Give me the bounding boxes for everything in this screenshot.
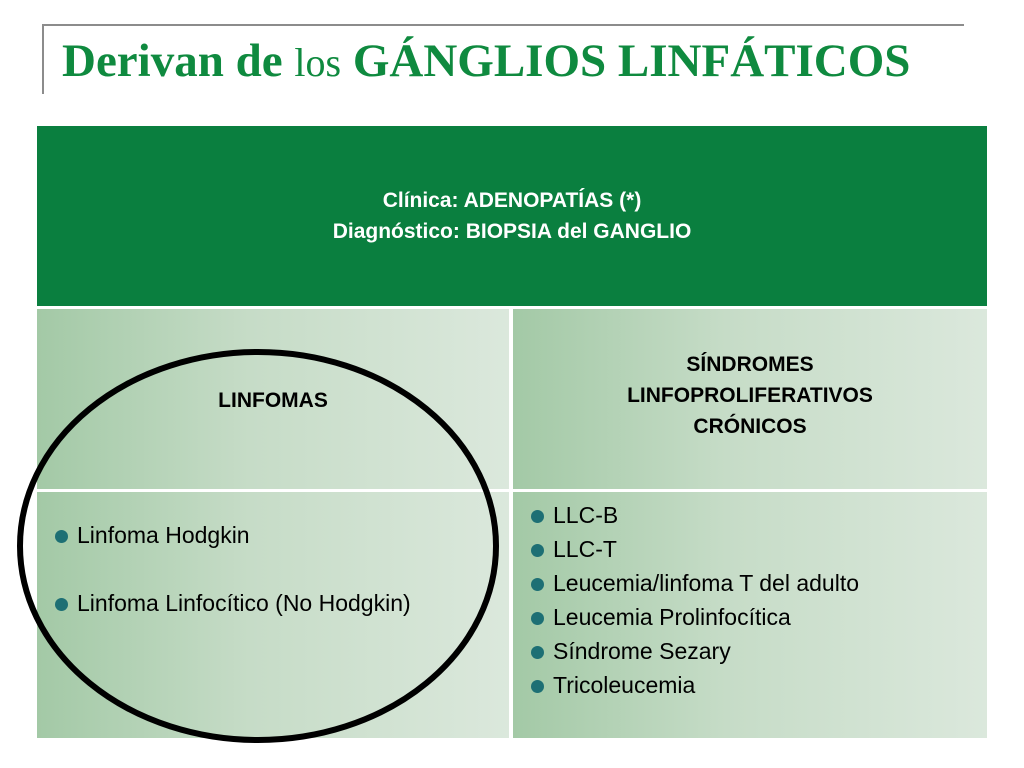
- title-frame-top-line: [42, 24, 964, 26]
- list-item-label: Linfoma Linfocítico (No Hodgkin): [77, 590, 411, 616]
- sindromes-heading: [513, 349, 987, 442]
- list-item-label: Tricoleucemia: [553, 672, 696, 698]
- linfomas-heading: LINFOMAS: [218, 389, 328, 412]
- sindromes-heading-line-1: SÍNDROMES: [686, 353, 814, 376]
- list-item-label: Síndrome Sezary: [553, 638, 731, 664]
- list-item-label: LLC-T: [553, 536, 617, 562]
- linfomas-list: [53, 518, 411, 620]
- sindromes-heading-cell: [513, 309, 987, 489]
- list-item-label: LLC-B: [553, 502, 619, 528]
- sindromes-list-cell: [513, 492, 987, 738]
- sindromes-list: [529, 498, 859, 702]
- bullet-dot-icon: [531, 510, 544, 523]
- bullet-dot-icon: [531, 578, 544, 591]
- slide-title-part-2: los: [294, 40, 342, 85]
- slide-title-part-1: Derivan de: [62, 35, 283, 87]
- bullet-dot-icon: [531, 680, 544, 693]
- list-item: [529, 566, 859, 600]
- linfomas-list-cell: [37, 492, 509, 738]
- list-item: [529, 532, 859, 566]
- bullet-dot-icon: [55, 598, 68, 611]
- list-item: [53, 518, 411, 552]
- bullet-dot-icon: [531, 646, 544, 659]
- list-item: [529, 668, 859, 702]
- list-item-label: Linfoma Hodgkin: [77, 522, 250, 548]
- bullet-dot-icon: [531, 544, 544, 557]
- table-header-cell: [37, 126, 987, 306]
- list-item: [529, 634, 859, 668]
- header-diagnostico-line: Diagnóstico: BIOPSIA del GANGLIO: [332, 220, 692, 243]
- list-item-label: Leucemia/linfoma T del adulto: [553, 570, 860, 596]
- classification-table: [37, 126, 987, 738]
- bullet-dot-icon: [55, 530, 68, 543]
- title-frame-left-line: [42, 24, 44, 94]
- slide-title: [62, 36, 910, 88]
- header-clinica-line: Clínica: ADENOPATÍAS (*): [382, 189, 642, 212]
- list-item: [529, 498, 859, 532]
- bullet-dot-icon: [531, 612, 544, 625]
- list-item: [53, 586, 411, 620]
- slide-title-part-3: GÁNGLIOS LINFÁTICOS: [352, 35, 911, 87]
- linfomas-heading-cell: [37, 309, 509, 489]
- sindromes-heading-line-2: LINFOPROLIFERATIVOS: [627, 384, 873, 407]
- list-item: [529, 600, 859, 634]
- list-item-label: Leucemia Prolinfocítica: [553, 604, 791, 630]
- sindromes-heading-line-3: CRÓNICOS: [693, 415, 807, 438]
